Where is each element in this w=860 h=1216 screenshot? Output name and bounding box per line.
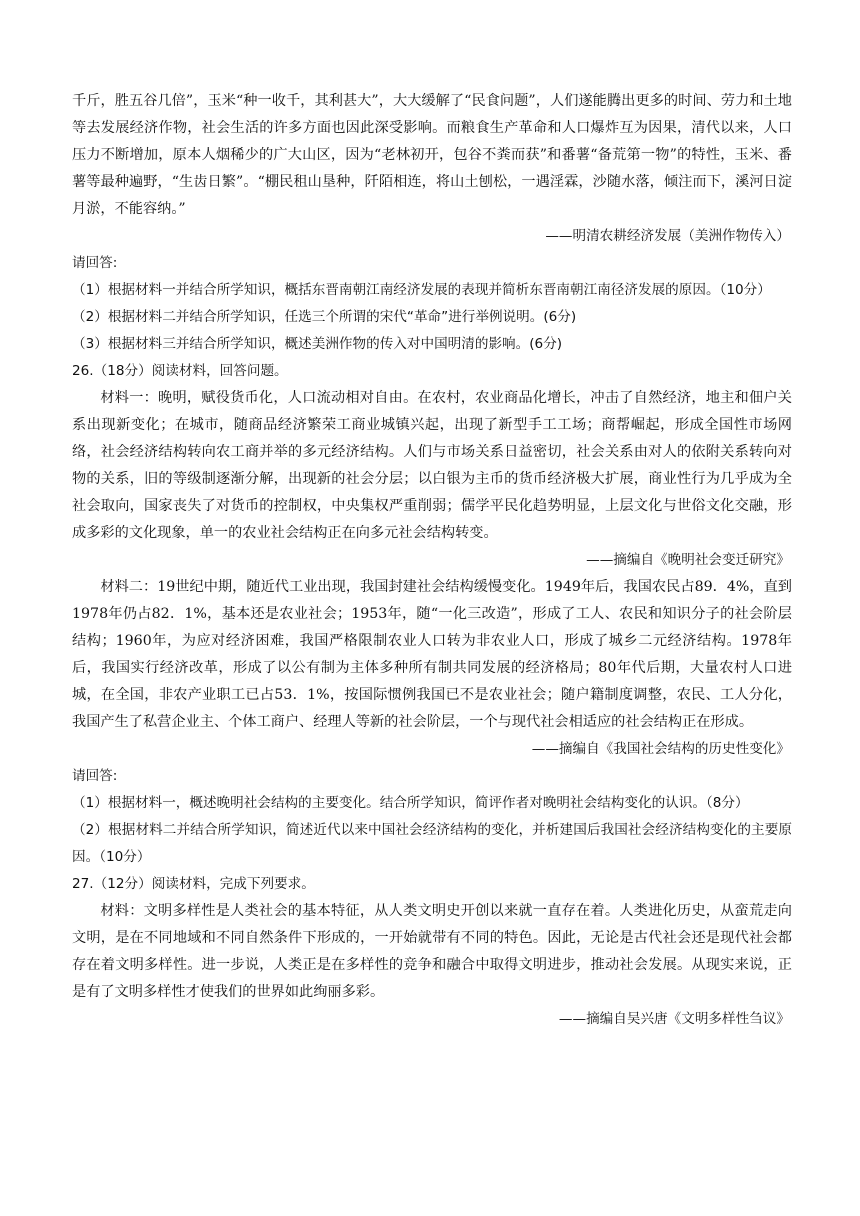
q25-question-3: （3）根据材料三并结合所学知识，概述美洲作物的传入对中国明清的影响。(6分) xyxy=(72,336,563,352)
q25-prompt: 请回答: xyxy=(72,255,118,271)
q26-material-2: 材料二：19世纪中期，随近代工业出现，我国封建社会结构缓慢变化。1949年后，我国农民占89．4%，直到1978年仍占82．1%，基本还是农业社会；1953年，随“一化三改造”，形成了工人、农民和知识分子的社会阶层结构；1960年，为应对经济困难，我国严格限制农业人口转为非农业人口，形成了城乡二元经济结构。1978年后，我国实行经济改革，形成了以公有制为主体多种所有制共同发展的经济格局；80年代后期，大量农村人口进城，在全国，非农产业职工已占53．1%，按国际惯例我国已不是农业社会；随户籍制度调整，农民、工人分化，我国产生了私营企业主、个体工商户、经理人等新的社会阶层，一个与现代社会相适应的社会结构正在形成。 xyxy=(72,579,792,730)
q27-material-source: ——摘编自吴兴唐《文明多样性刍议》 xyxy=(558,1011,790,1027)
q26-material-2-source: ——摘编自《我国社会结构的历史性变化》 xyxy=(531,741,790,757)
q27-header: 27.（12分）阅读材料，完成下列要求。 xyxy=(72,876,315,892)
exam-page xyxy=(72,88,792,1033)
q26-question-2: （2）根据材料二并结合所学知识，简述近代以来中国社会经济结构的变化，并析建国后我国社会经济结构变化的主要原因。（10分） xyxy=(72,822,792,865)
q26-material-1: 材料一：晚明，赋役货币化，人口流动相对自由。在农村，农业商品化增长，冲击了自然经济，地主和佃户关系出现新变化；在城市，随商品经济繁荣工商业城镇兴起，出现了新型手工工场；商帮崛起，形成全国性市场网络，社会经济结构转向农工商并举的多元经济结构。人们与市场关系日益密切，社会关系由对人的依附关系转向对物的关系，旧的等级制逐渐分解，出现新的社会分层；以白银为主币的货币经济极大扩展，商业性行为几乎成为全社会取向，国家丧失了对货币的控制权，中央集权严重削弱；儒学平民化趋势明显，上层文化与世俗文化交融，形成多彩的文化现象，单一的农业社会结构正在向多元社会结构转变。 xyxy=(72,390,792,541)
q26-header: 26.（18分）阅读材料，回答问题。 xyxy=(72,363,288,379)
q25-material3-source: ——明清农耕经济发展（美洲作物传入） xyxy=(545,228,790,244)
q27-material: 材料：文明多样性是人类社会的基本特征，从人类文明史开创以来就一直存在着。人类进化历史，从蛮荒走向文明，是在不同地域和不同自然条件下形成的，一开始就带有不同的特色。因此，无论是古代社会还是现代社会都存在着文明多样性。进一步说，人类正是在多样性的竞争和融合中取得文明进步，推动社会发展。从现实来说，正是有了文明多样性才使我们的世界如此绚丽多彩。 xyxy=(72,903,792,1000)
q25-material3-continuation: 千斤，胜五谷几倍”，玉米“种一收千，其利甚大”，大大缓解了“民食问题”，人们遂能腾出更多的时间、劳力和土地等去发展经济作物，社会生活的许多方面也因此深受影响。而粮食生产革命和人口爆炸互为因果，清代以来，人口压力不断增加，原本人烟稀少的广大山区，因为“老林初开，包谷不粪而获”和番薯“备荒第一物”的特性，玉米、番薯等最种遍野，“生齿日繁”。“棚民租山垦种，阡陌相连，将山土刨松，一遇淫霖，沙随水落，倾注而下，溪河日淀月淤，不能容纳。” xyxy=(72,93,792,217)
q26-question-1: （1）根据材料一，概述晚明社会结构的主要变化。结合所学知识，简评作者对晚明社会结构变化的认识。（8分） xyxy=(72,795,749,811)
q26-prompt: 请回答: xyxy=(72,768,118,784)
q26-material-1-source: ——摘编自《晚明社会变迁研究》 xyxy=(586,552,790,568)
q25-question-1: （1）根据材料一并结合所学知识，概括东晋南朝江南经济发展的表现并简析东晋南朝江南径济发展的原因。（10分） xyxy=(72,282,771,298)
q25-question-2: （2）根据材料二并结合所学知识，任选三个所谓的宋代“革命”进行举例说明。(6分) xyxy=(72,309,577,325)
